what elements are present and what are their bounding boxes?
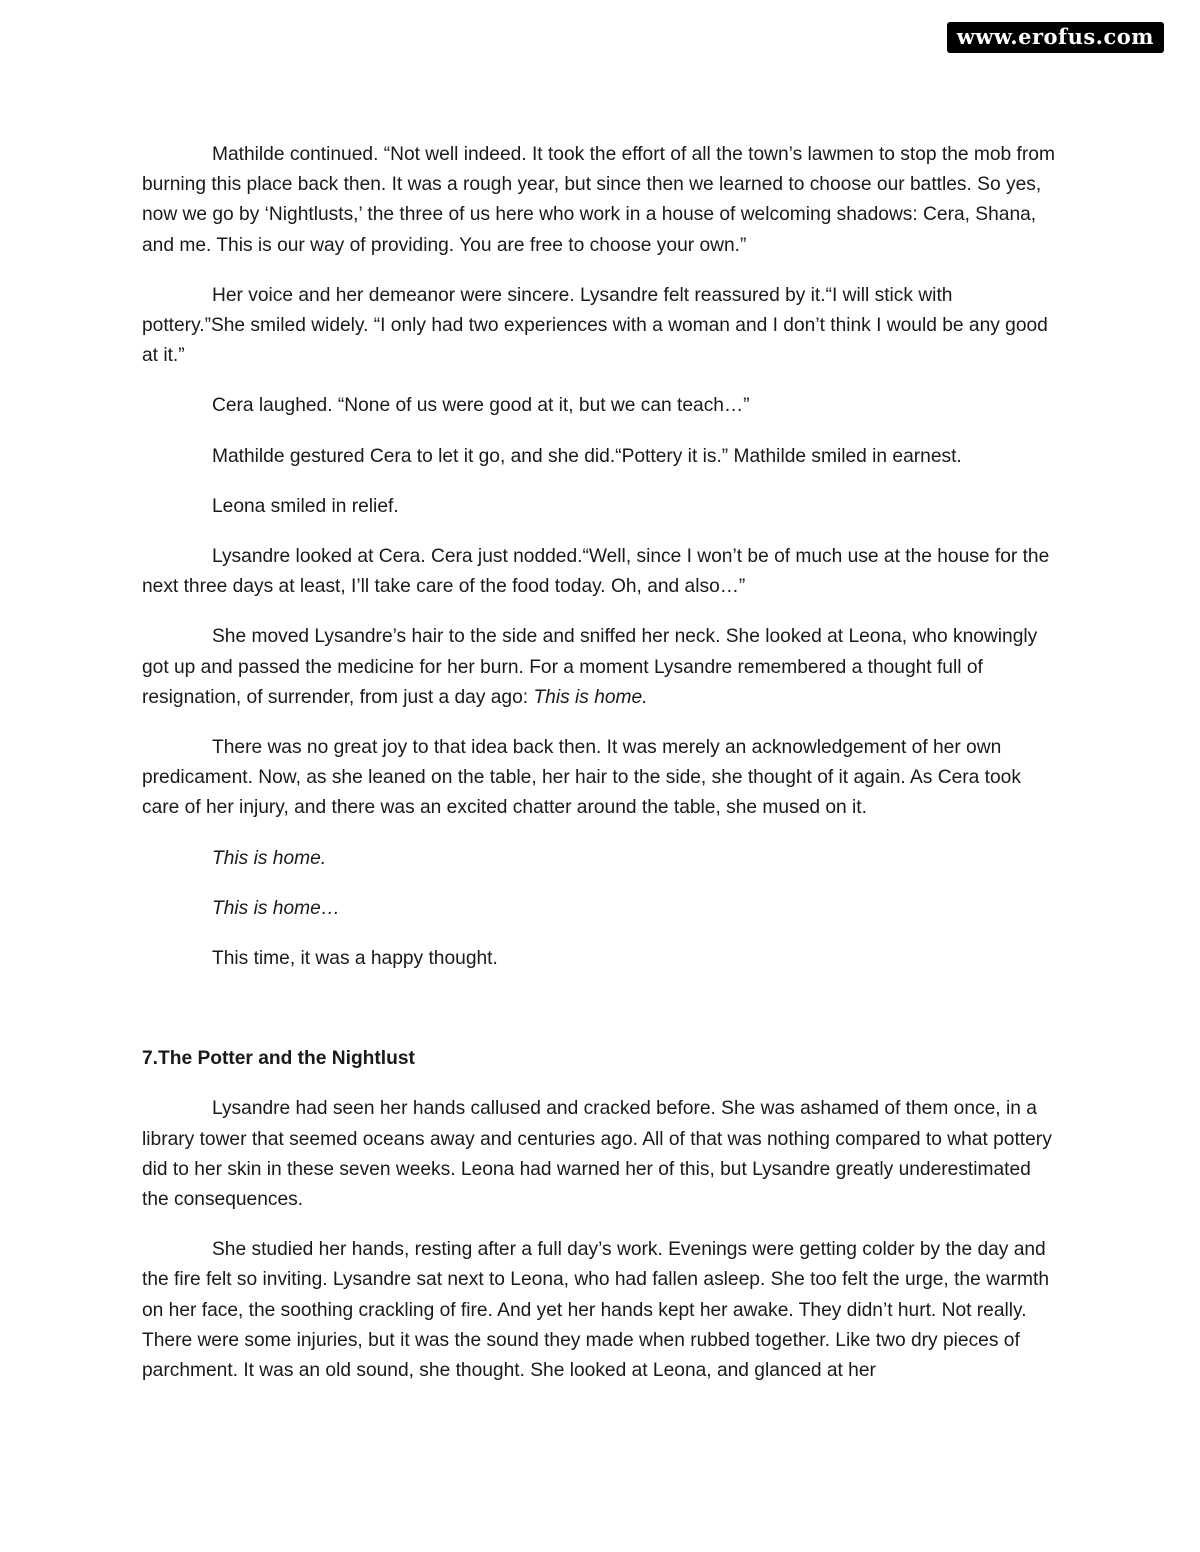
paragraph: Her voice and her demeanor were sincere. Lysandre felt reassured by it.“I will stick with pottery.”She smiled widely. “I only had two experiences with a woman and I don’t think I would be any good at it.” <box>142 284 1048 367</box>
paragraph: Cera laughed. “None of us were good at it, but we can teach…” <box>212 395 750 417</box>
chapter-heading: 7.The Potter and the Nightlust <box>142 1048 415 1070</box>
paragraph: There was no great joy to that idea back then. It was merely an acknowledgement of her own predicament. Now, as she leaned on the table, her hair to the side, she thought of it again. As Cera took care of her injury, and there was an excited chatter around the table, she mused on it. <box>142 737 1021 819</box>
paragraph: Leona smiled in relief. <box>212 495 399 517</box>
paragraph: Lysandre looked at Cera. Cera just nodded.“Well, since I won’t be of much use at the house for the next three days at least, I’ll take care of the food today. Oh, and also…” <box>142 546 1050 598</box>
section-spacer <box>142 994 1058 1044</box>
watermark-logo: www.erofus.com <box>947 22 1164 53</box>
italic-phrase: This is home. <box>533 686 648 708</box>
paragraph: She studied her hands, resting after a full day’s work. Evenings were getting colder by the day and the fire felt so inviting. Lysandre sat next to Leona, who had fallen asleep. She too felt the urge, the warmth on her face, the soothing crackling of fire. And yet her hands kept her awake. They didn’t hurt. Not really. There were some injuries, but it was the sound they made when rubbed together. Like two dry pieces of parchment. It was an old sound, she thought. She looked at Leona, and glanced at her <box>142 1239 1049 1382</box>
document-page <box>142 140 1058 1406</box>
closing-line: This time, it was a happy thought. <box>212 948 498 970</box>
paragraph: Lysandre had seen her hands callused and cracked before. She was ashamed of them once, in a library tower that seemed oceans away and centuries ago. All of that was nothing compared to what pottery did to her skin in these seven weeks. Leona had warned her of this, but Lysandre greatly underestimated the consequences. <box>142 1098 1052 1211</box>
italic-line: This is home… <box>212 897 340 919</box>
paragraph: Mathilde continued. “Not well indeed. It took the effort of all the town’s lawmen to stop the mob from burning this place back then. It was a rough year, but since then we learned to choose our battles. So yes, now we go by ‘Nightlusts,’ the three of us here who work in a house of welcoming shadows: Cera, Shana, and me. This is our way of providing. You are free to choose your own.” <box>142 144 1055 256</box>
italic-line: This is home. <box>212 847 327 869</box>
paragraph-this-is-home <box>142 622 1058 713</box>
paragraph-text: She moved Lysandre’s hair to the side and sniffed her neck. She looked at Leona, who knowingly got up and passed the medicine for her burn. For a moment Lysandre remembered a thought full of resignation, of surrender, from just a day ago: <box>142 626 1038 708</box>
paragraph: Mathilde gestured Cera to let it go, and she did.“Pottery it is.” Mathilde smiled in earnest. <box>212 445 962 467</box>
